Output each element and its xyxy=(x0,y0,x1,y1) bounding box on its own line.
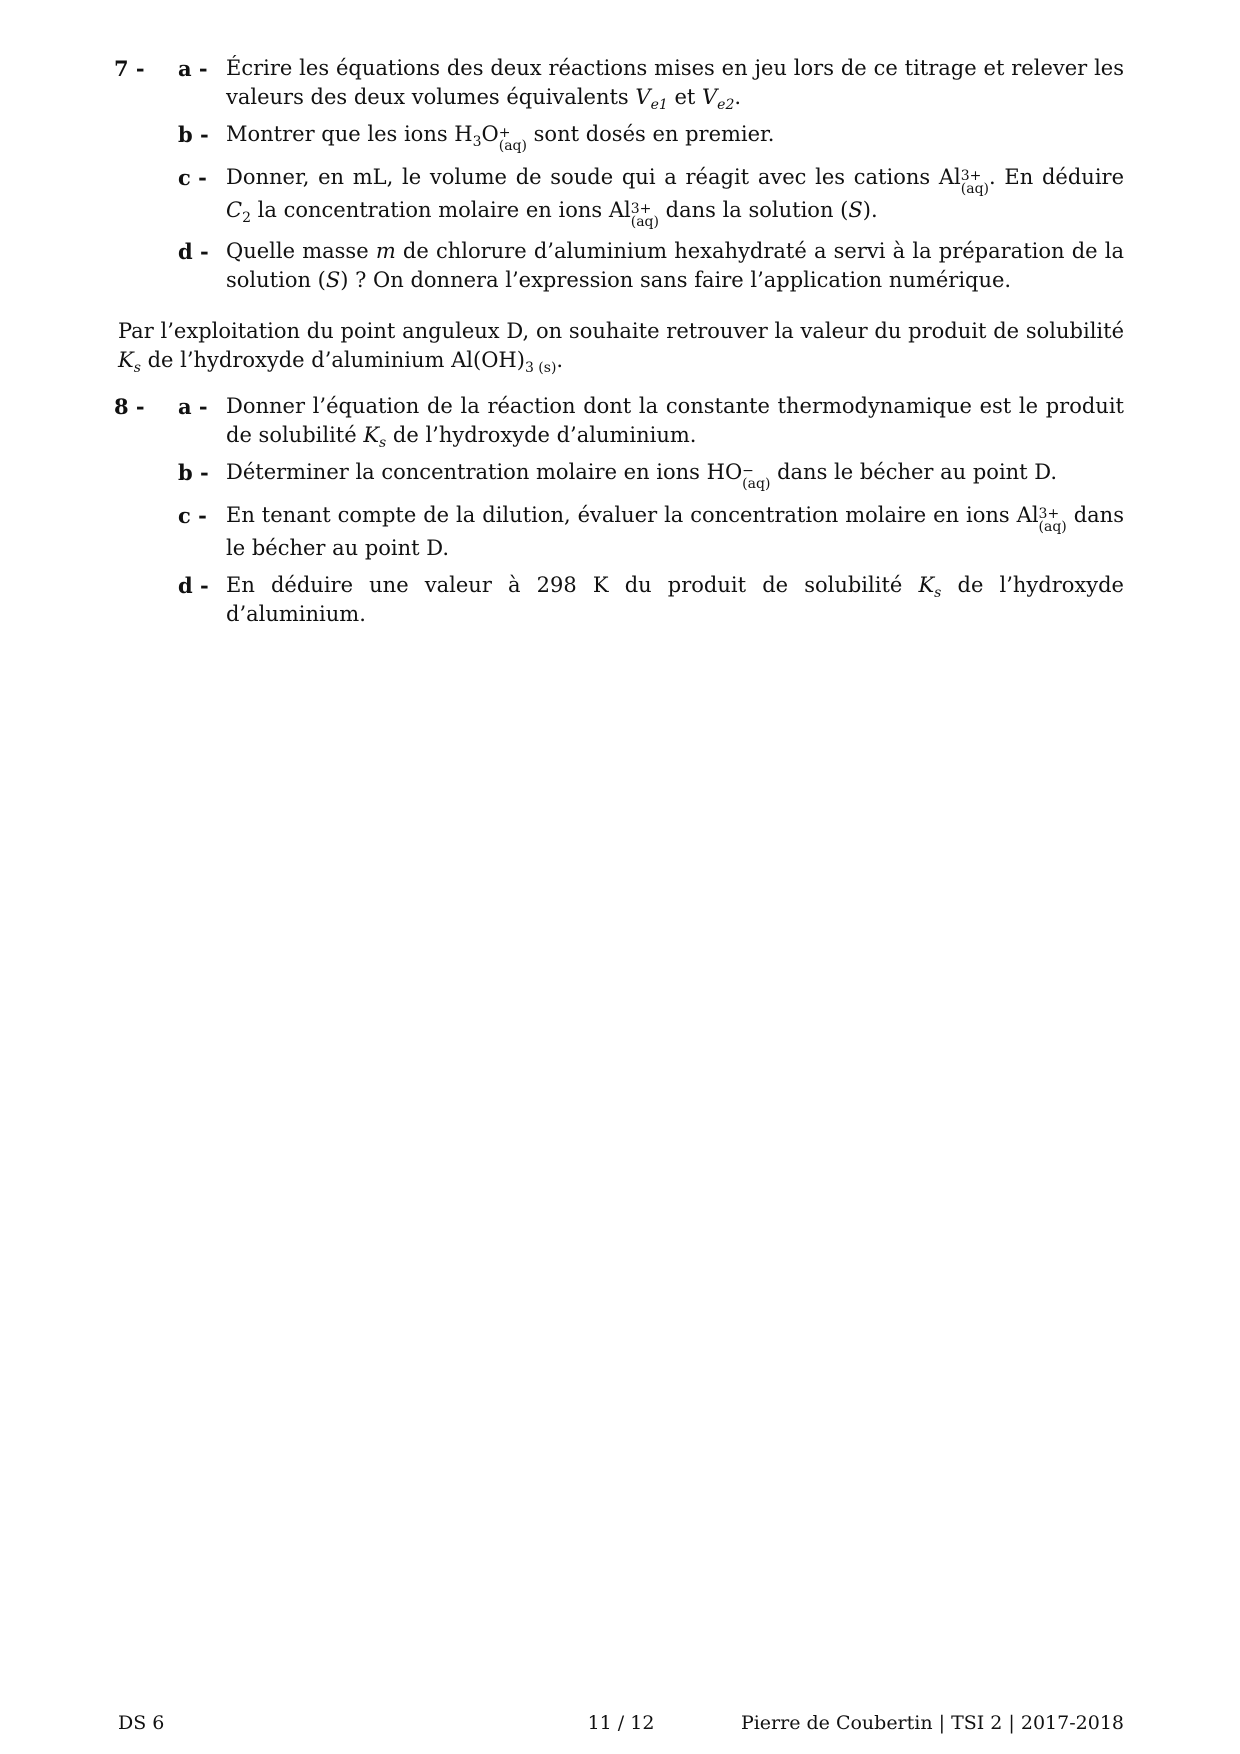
footer-exam-label: DS 6 xyxy=(118,1712,165,1734)
page-footer xyxy=(118,1712,1124,1736)
question-8b: b - Déterminer la concentration molaire en ions HO − (aq) dans le bécher au point D. xyxy=(178,460,1058,492)
question-7b: b - Montrer que les ions $H_3O$ + (aq) sont dosés en premier. xyxy=(178,122,775,154)
question-number: 8 - xyxy=(114,394,145,419)
item-letter: a - xyxy=(178,394,208,419)
intro-paragraph: Par l’exploitation du point anguleux D, on souhaite retrouver la valeur du produit de solubilité $K_s$ de l’hydroxyde d’aluminium $Al(OH)_{3 (s)}$. xyxy=(118,319,1124,377)
item-letter: d - xyxy=(178,239,209,264)
item-letter: c - xyxy=(178,503,207,528)
question-8c: c - En tenant compte de la dilution, évaluer la concentration molaire en ions Al 3+ (aq) dans le bécher au point D. xyxy=(178,503,1124,560)
question-8 xyxy=(114,392,1124,635)
item-letter: d - xyxy=(178,573,209,598)
question-7 xyxy=(114,54,1125,301)
item-letter: c - xyxy=(178,165,207,190)
question-7a: a - Écrire les équations des deux réactions mises en jeu lors de ce titrage et relever les valeurs des deux volumes équivalents $V_{e1}$ et $V_{e2}$. xyxy=(178,56,1124,114)
question-7d: d - Quelle masse m de chlorure d’aluminium hexahydraté a servi à la préparation de la solution (S) ? On donnera l’expression sans faire l’application numérique. xyxy=(178,239,1124,292)
question-8d: d - En déduire une valeur à 298 K du produit de solubilité $K_s$ de l’hydroxyde d’aluminium. xyxy=(178,573,1124,626)
item-letter: a - xyxy=(178,56,208,81)
item-letter: b - xyxy=(178,122,209,147)
footer-school-info: Pierre de Coubertin | TSI 2 | 2017-2018 xyxy=(740,1712,1124,1734)
item-letter: b - xyxy=(178,460,209,485)
question-number: 7 - xyxy=(114,56,145,81)
question-7c: c - Donner, en mL, le volume de soude qui a réagit avec les cations Al 3+ (aq) . En déduire $C_2$ la concentration molaire en ions Al 3+ (aq) dans la solution (S). xyxy=(178,165,1125,230)
question-8a: a - Donner l’équation de la réaction dont la constante thermodynamique est le produit de solubilité $K_s$ de l’hydroxyde d’aluminium. xyxy=(178,394,1124,452)
page-number: 11 / 12 xyxy=(587,1712,655,1734)
